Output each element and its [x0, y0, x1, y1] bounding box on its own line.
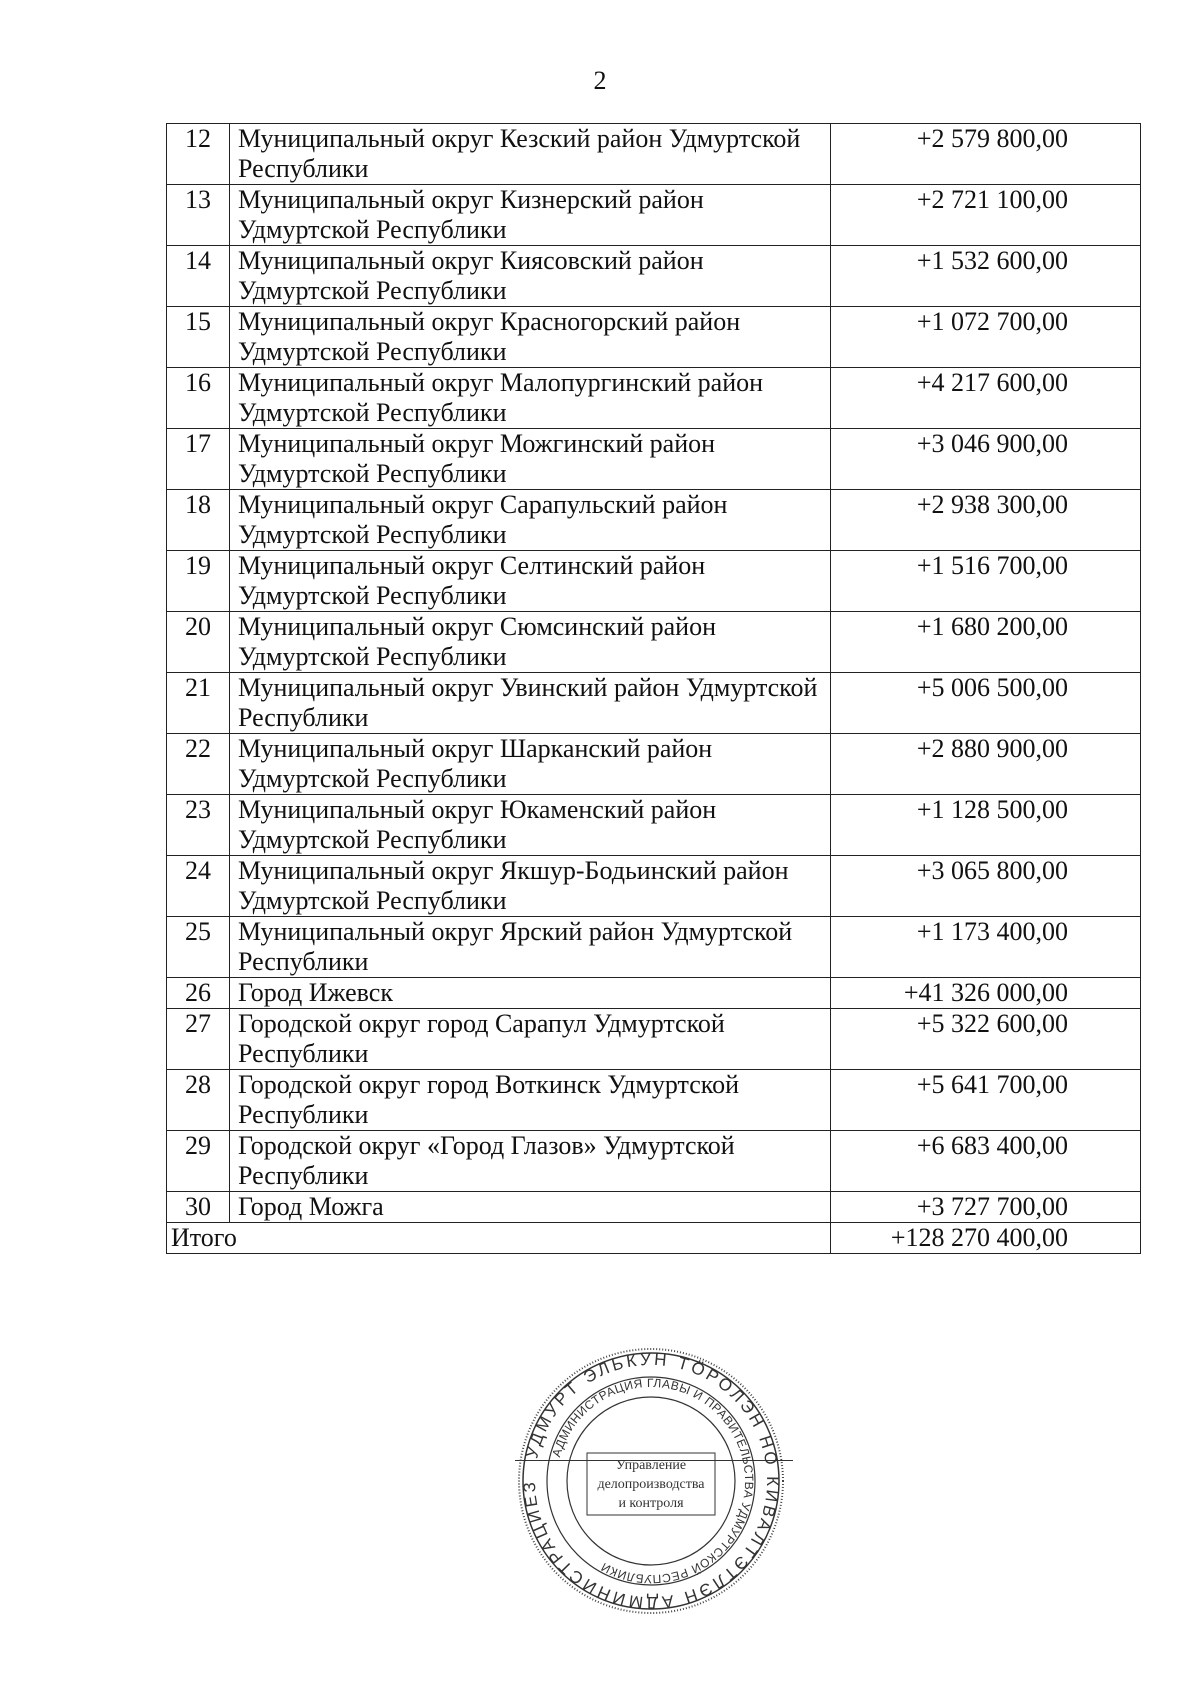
- municipality-name: Муниципальный округ Увинский район Удмуртской Республики: [230, 673, 831, 734]
- municipality-name: Городской округ «Город Глазов» Удмуртской Республики: [230, 1131, 831, 1192]
- table-row: [167, 673, 1141, 734]
- municipality-name: Городской округ город Воткинск Удмуртской Республики: [230, 1070, 831, 1131]
- seal-outer-text: УДМУРТ ЭЛЬКУН ТӦРОЛЭН НО КИВАЛТЭТЛЭН АДМИНИСТРАЦИЕЗ: [519, 1349, 783, 1613]
- allocation-amount: +5 641 700,00: [831, 1070, 1141, 1131]
- page-number: 2: [593, 66, 607, 95]
- table-row: [167, 1070, 1141, 1131]
- row-number: 26: [167, 978, 230, 1009]
- row-number: 21: [167, 673, 230, 734]
- table-row: [167, 368, 1141, 429]
- row-number: 15: [167, 307, 230, 368]
- row-number: 18: [167, 490, 230, 551]
- allocation-amount: +2 880 900,00: [831, 734, 1141, 795]
- row-number: 16: [167, 368, 230, 429]
- table-row: [167, 612, 1141, 673]
- table-row: [167, 246, 1141, 307]
- allocation-amount: +3 727 700,00: [831, 1192, 1141, 1223]
- seal-center-line3: и контроля: [618, 1496, 684, 1511]
- municipality-name: Муниципальный округ Ярский район Удмуртской Республики: [230, 917, 831, 978]
- municipality-name: Муниципальный округ Кизнерский район Удмуртской Республики: [230, 185, 831, 246]
- allocation-amount: +1 072 700,00: [831, 307, 1141, 368]
- total-row: [167, 1223, 1141, 1254]
- table-row: [167, 1131, 1141, 1192]
- row-number: 22: [167, 734, 230, 795]
- allocation-amount: +3 046 900,00: [831, 429, 1141, 490]
- table-row: [167, 124, 1141, 185]
- municipality-name: Муниципальный округ Юкаменский район Удмуртской Республики: [230, 795, 831, 856]
- municipality-name: Муниципальный округ Селтинский район Удмуртской Республики: [230, 551, 831, 612]
- row-number: 23: [167, 795, 230, 856]
- row-number: 25: [167, 917, 230, 978]
- allocation-amount: +5 006 500,00: [831, 673, 1141, 734]
- allocation-amount: +1 128 500,00: [831, 795, 1141, 856]
- row-number: 19: [167, 551, 230, 612]
- allocation-amount: +1 532 600,00: [831, 246, 1141, 307]
- municipality-name: Городской округ город Сарапул Удмуртской Республики: [230, 1009, 831, 1070]
- row-number: 30: [167, 1192, 230, 1223]
- table-row: [167, 307, 1141, 368]
- row-number: 28: [167, 1070, 230, 1131]
- municipality-name: Муниципальный округ Красногорский район Удмуртской Республики: [230, 307, 831, 368]
- allocation-amount: +3 065 800,00: [831, 856, 1141, 917]
- municipality-name: Муниципальный округ Сюмсинский район Удмуртской Республики: [230, 612, 831, 673]
- allocation-amount: +1 516 700,00: [831, 551, 1141, 612]
- seal-ring-text: АДМИНИСТРАЦИЯ ГЛАВЫ И ПРАВИТЕЛЬСТВА УДМУРТСКОЙ РЕСПУБЛИКИ: [549, 1375, 757, 1587]
- allocation-amount: +1 680 200,00: [831, 612, 1141, 673]
- table-row: [167, 1009, 1141, 1070]
- municipality-name: Муниципальный округ Якшур-Бодьинский район Удмуртской Республики: [230, 856, 831, 917]
- row-number: 20: [167, 612, 230, 673]
- row-number: 24: [167, 856, 230, 917]
- table-row: [167, 185, 1141, 246]
- allocation-amount: +5 322 600,00: [831, 1009, 1141, 1070]
- allocation-amount: +2 938 300,00: [831, 490, 1141, 551]
- seal-center-line1: Управление: [615, 1458, 687, 1473]
- allocation-amount: +2 721 100,00: [831, 185, 1141, 246]
- table-row: [167, 856, 1141, 917]
- table-row: [167, 490, 1141, 551]
- allocation-amount: +6 683 400,00: [831, 1131, 1141, 1192]
- allocation-table: [166, 123, 1141, 1254]
- total-amount: +128 270 400,00: [831, 1223, 1141, 1254]
- municipality-name: Муниципальный округ Можгинский район Удмуртской Республики: [230, 429, 831, 490]
- allocation-amount: +1 173 400,00: [831, 917, 1141, 978]
- allocation-amount: +41 326 000,00: [831, 978, 1141, 1009]
- table-row: [167, 429, 1141, 490]
- total-label: Итого: [167, 1223, 831, 1254]
- municipality-name: Муниципальный округ Киясовский район Удмуртской Республики: [230, 246, 831, 307]
- municipality-name: Город Ижевск: [230, 978, 831, 1009]
- municipality-name: Муниципальный округ Сарапульский район Удмуртской Республики: [230, 490, 831, 551]
- table-row: [167, 1192, 1141, 1223]
- official-seal: [515, 1345, 787, 1617]
- allocation-amount: +2 579 800,00: [831, 124, 1141, 185]
- municipality-name: Город Можга: [230, 1192, 831, 1223]
- row-number: 17: [167, 429, 230, 490]
- row-number: 12: [167, 124, 230, 185]
- table-row: [167, 917, 1141, 978]
- row-number: 29: [167, 1131, 230, 1192]
- municipality-name: Муниципальный округ Кезский район Удмуртской Республики: [230, 124, 831, 185]
- row-number: 27: [167, 1009, 230, 1070]
- row-number: 13: [167, 185, 230, 246]
- row-number: 14: [167, 246, 230, 307]
- municipality-name: Муниципальный округ Малопургинский район Удмуртской Республики: [230, 368, 831, 429]
- table-row: [167, 978, 1141, 1009]
- municipality-name: Муниципальный округ Шарканский район Удмуртской Республики: [230, 734, 831, 795]
- allocation-amount: +4 217 600,00: [831, 368, 1141, 429]
- table-row: [167, 551, 1141, 612]
- table-row: [167, 734, 1141, 795]
- table-row: [167, 795, 1141, 856]
- seal-center-line2: делопроизводства: [597, 1477, 705, 1492]
